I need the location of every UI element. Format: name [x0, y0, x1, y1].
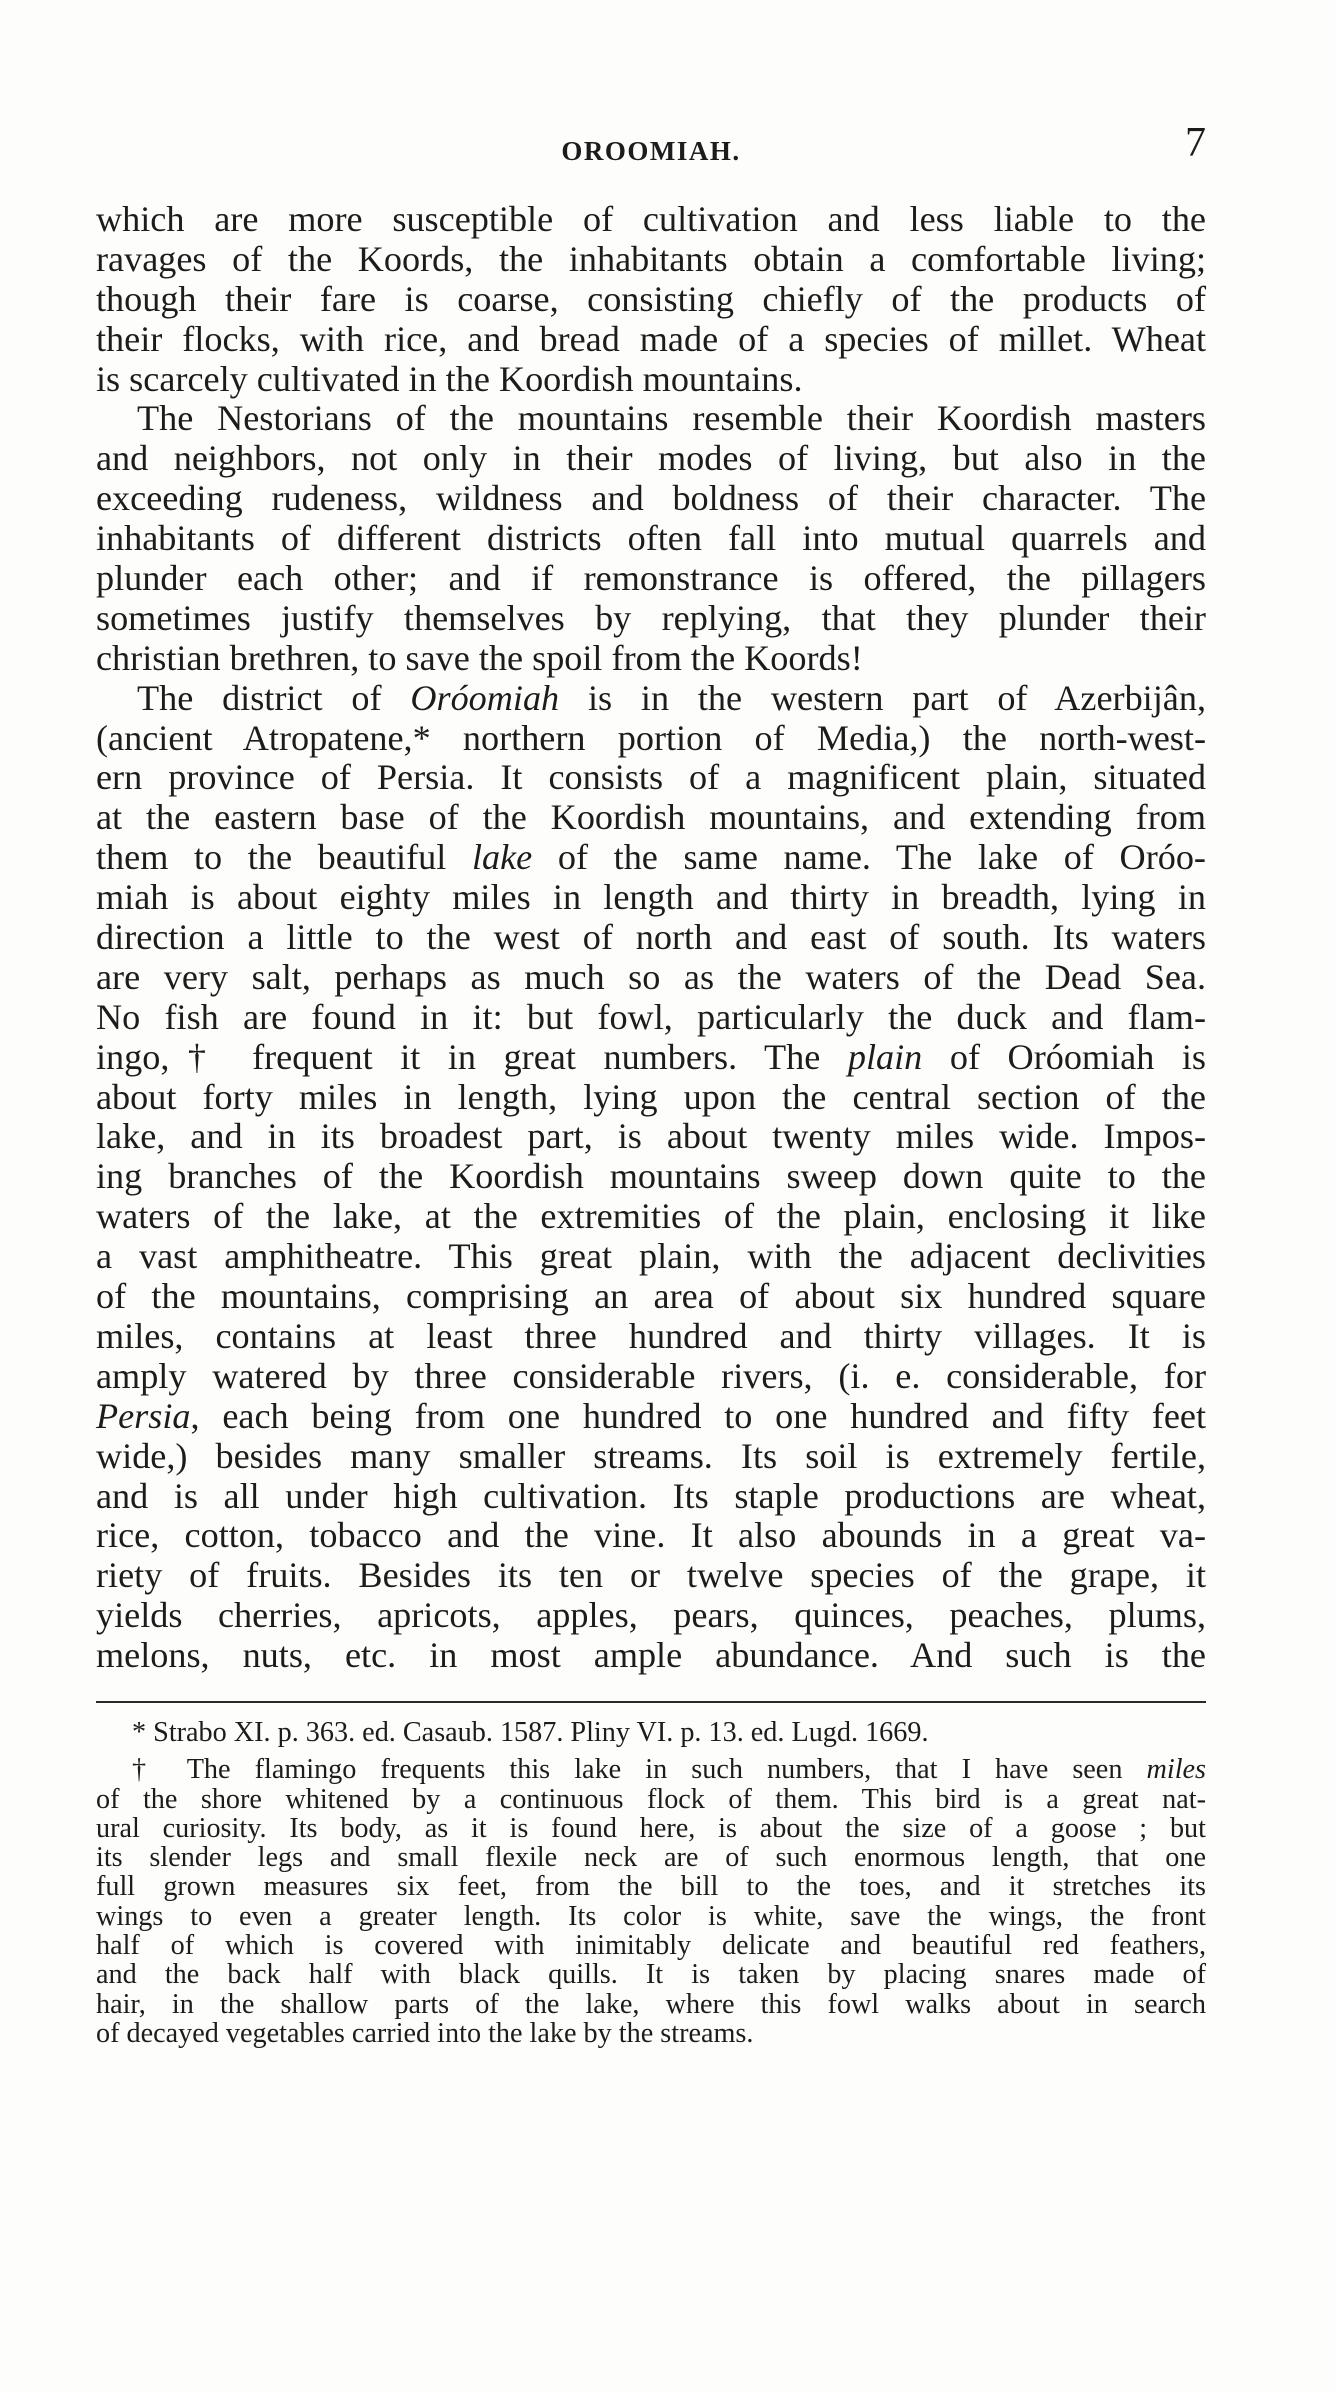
footnote-rule — [96, 1701, 1206, 1703]
body-line: inhabitants of different districts often fall into mutual quarrels and — [96, 518, 1206, 559]
body-line: miles, contains at least three hundred and thirty villages. It is — [96, 1315, 1206, 1356]
body-line: which are more susceptible of cultivation and less liable to the — [96, 199, 1206, 239]
body-line: ern province of Persia. It consists of a magnificent plain, situated — [96, 757, 1206, 798]
italic-word: plain — [847, 1036, 923, 1077]
body-line: (ancient Atropatene,* northern portion of Media,) the north-west- — [96, 717, 1206, 758]
body-line: direction a little to the west of north and east of south. Its waters — [96, 917, 1206, 958]
footnote-line: of decayed vegetables carried into the lake by the streams. — [96, 2017, 754, 2049]
body-line: their flocks, with rice, and bread made of a species of millet. Wheat — [96, 318, 1206, 359]
body-line: and neighbors, not only in their modes of living, but also in the — [96, 438, 1206, 479]
body-line: Persia, each being from one hundred to one hundred and fifty feet — [96, 1395, 1206, 1436]
body-line: is scarcely cultivated in the Koordish mountains. — [96, 358, 803, 399]
body-line: melons, nuts, etc. in most ample abundance. And such is the — [96, 1635, 1206, 1676]
footnote-line: hair, in the shallow parts of the lake, where this fowl walks about in search — [96, 1988, 1206, 2020]
body-line: The Nestorians of the mountains resemble their Koordish masters — [137, 398, 1206, 439]
italic-word: lake — [471, 837, 533, 878]
footnote-line: † The flamingo frequents this lake in such numbers, that I have seen miles — [132, 1754, 1206, 1786]
footnote-line: full grown measures six feet, from the bill to the toes, and it stretches its — [96, 1871, 1206, 1903]
footnote-line: and the back half with black quills. It is taken by placing snares made of — [96, 1959, 1206, 1991]
body-line: wide,) besides many smaller streams. Its soil is extremely fertile, — [96, 1435, 1206, 1476]
body-line: rice, cotton, tobacco and the vine. It also abounds in a great va- — [96, 1515, 1206, 1556]
body-line: a vast amphitheatre. This great plain, with the adjacent declivities — [96, 1236, 1206, 1277]
body-line: christian brethren, to save the spoil from the Koords! — [96, 637, 863, 678]
footnote-strabo: * Strabo XI. p. 363. ed. Casaub. 1587. Pliny VI. p. 13. ed. Lugd. 1669. — [132, 1717, 929, 1748]
body-line: them to the beautiful lake of the same name. The lake of Oróo- — [96, 837, 1206, 878]
body-line: and is all under high cultivation. Its staple productions are wheat, — [96, 1475, 1206, 1516]
body-line: lake, and in its broadest part, is about twenty miles wide. Impos- — [96, 1116, 1206, 1157]
footnotes — [96, 1718, 1206, 2048]
italic-word: miles — [1146, 1754, 1206, 1786]
body-line: plunder each other; and if remonstrance is offered, the pillagers — [96, 558, 1206, 599]
body-line: amply watered by three considerable rivers, (i. e. considerable, for — [96, 1355, 1206, 1396]
body-line: of the mountains, comprising an area of about six hundred square — [96, 1276, 1206, 1317]
footnote-line: ural curiosity. Its body, as it is found here, is about the size of a goose ; but — [96, 1812, 1206, 1844]
body-line: yields cherries, apricots, apples, pears, quinces, peaches, plums, — [96, 1595, 1206, 1636]
body-line: ravages of the Koords, the inhabitants obtain a comfortable living; — [96, 238, 1206, 279]
body-line: riety of fruits. Besides its ten or twelve species of the grape, it — [96, 1555, 1206, 1596]
body-line: miah is about eighty miles in length and thirty in breadth, lying in — [96, 877, 1206, 918]
body-line: ing branches of the Koordish mountains sweep down quite to the — [96, 1156, 1206, 1197]
footnote-line: of the shore whitened by a continuous flock of them. This bird is a great nat- — [96, 1783, 1206, 1815]
footnote-line: half of which is covered with inimitably delicate and beautiful red feathers, — [96, 1930, 1206, 1962]
body-line: are very salt, perhaps as much so as the waters of the Dead Sea. — [96, 956, 1206, 997]
italic-word: Persia — [96, 1395, 191, 1436]
body-line: No fish are found in it: but fowl, particularly the duck and flam- — [96, 996, 1206, 1037]
body-line: waters of the lake, at the extremities of the plain, enclosing it like — [96, 1196, 1206, 1237]
body-line: about forty miles in length, lying upon the central section of the — [96, 1076, 1206, 1117]
body-line: The district of Oróomiah is in the western part of Azerbijân, — [137, 677, 1206, 718]
italic-word: Oróomiah — [410, 677, 560, 718]
running-title: OROOMIAH. — [561, 136, 741, 166]
body-line: though their fare is coarse, consisting chiefly of the products of — [96, 278, 1206, 319]
body-text — [96, 200, 1206, 1676]
body-line: ingo,† frequent it in great numbers. The plain of Oróomiah is — [96, 1036, 1206, 1077]
footnote-line: its slender legs and small flexile neck are of such enormous length, that one — [96, 1842, 1206, 1874]
body-line: sometimes justify themselves by replying, that they plunder their — [96, 597, 1206, 638]
body-line: at the eastern base of the Koordish mountains, and extending from — [96, 797, 1206, 838]
footnote-line: wings to even a greater length. Its color is white, save the wings, the front — [96, 1900, 1206, 1932]
running-head — [96, 122, 1206, 178]
page-number: 7 — [1185, 120, 1206, 166]
body-line: exceeding rudeness, wildness and boldness of their character. The — [96, 478, 1206, 519]
